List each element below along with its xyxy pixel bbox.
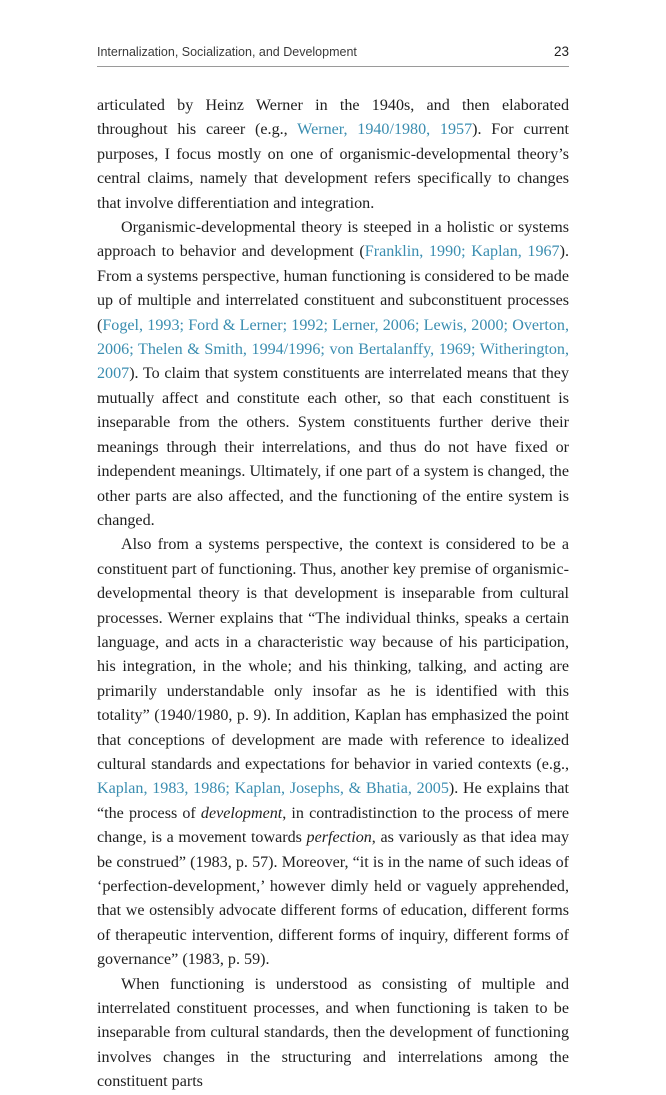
emphasized-text: development — [200, 804, 283, 822]
running-title: Internalization, Socialization, and Development — [97, 45, 357, 59]
header-rule — [97, 66, 569, 67]
paragraph — [97, 533, 569, 972]
emphasized-text: perfection — [306, 829, 372, 847]
page-number: 23 — [553, 44, 569, 59]
text-run: Also from a systems perspective, the context is considered to be a constituent part of functioning. Thus, another key premise of organismic-developmental theory is that development is inseparable from cultural processes. Werner explains that “The individual thinks, speaks a certain language, and acts in a characteristic way because of his participation, his integration, in the whole; and his thinking, talking, and acting are primarily understandable only insofar as he is identified with this totality” (1940/1980, p. 9). In addition, Kaplan has emphasized the point that conceptions of development are made with reference to idealized cultural standards and expectations for behavior in varied contexts (e.g., — [97, 536, 569, 773]
paragraph — [97, 973, 569, 1095]
citation-link[interactable]: Fogel, 1993; Ford & Lerner; 1992; Lerner, 2006; Lewis, 2000; Overton, 2006; Thelen & Smith, 1994/1996; von Bertalanffy, 1969; Witherington, 2007 — [97, 316, 569, 383]
citation-link[interactable]: Franklin, 1990; Kaplan, 1967 — [364, 243, 560, 261]
running-header — [97, 44, 569, 59]
citation-link[interactable]: Kaplan, 1983, 1986; Kaplan, Josephs, & Bhatia, 2005 — [97, 780, 449, 798]
text-run: Organismic-developmental theory is steeped in a holistic or systems approach to behavior and development ( — [97, 219, 569, 261]
text-run: ). From a systems perspective, human functioning is considered to be made up of multiple and interrelated constituent and subconstituent processes ( — [97, 243, 569, 334]
citation-link[interactable]: Werner, 1940/1980, 1957 — [297, 121, 473, 139]
text-run: ). He explains that “the process of — [97, 780, 570, 822]
body-text — [97, 94, 569, 1095]
text-run: When functioning is understood as consisting of multiple and interrelated constituent processes, and when functioning is taken to be inseparable from cultural standards, then the development of functioning involves changes in the structuring and interrelations among the constituent parts — [97, 975, 569, 1091]
text-run: articulated by Heinz Werner in the 1940s, and then elaborated throughout his career (e.g., — [97, 97, 569, 139]
text-run: ). For current purposes, I focus mostly on one of organismic-developmental theory’s central claims, namely that development refers specifically to changes that involve differentiation and integration. — [97, 121, 569, 212]
paragraph — [97, 94, 569, 216]
text-run: , in contradistinction to the process of mere change, is a movement towards — [97, 804, 569, 847]
text-run: , as variously as that idea may be construed” (1983, p. 57). Moreover, “it is in the name of such ideas of ‘perfection-development,’ however dimly held or vaguely apprehended, that we ostensibly advocate different forms of education, different forms of therapeutic intervention, different forms of inquiry, different forms of governance” (1983, p. 59). — [97, 829, 569, 969]
text-run: ). To claim that system constituents are interrelated means that they mutually affect and constitute each other, so that each constituent is inseparable from the others. System constituents further derive their meanings through their interrelations, and thus do not have fixed or independent meanings. Ultimately, if one part of a system is changed, the other parts are also affected, and the functioning of the entire system is changed. — [97, 365, 569, 529]
paragraph — [97, 216, 569, 533]
